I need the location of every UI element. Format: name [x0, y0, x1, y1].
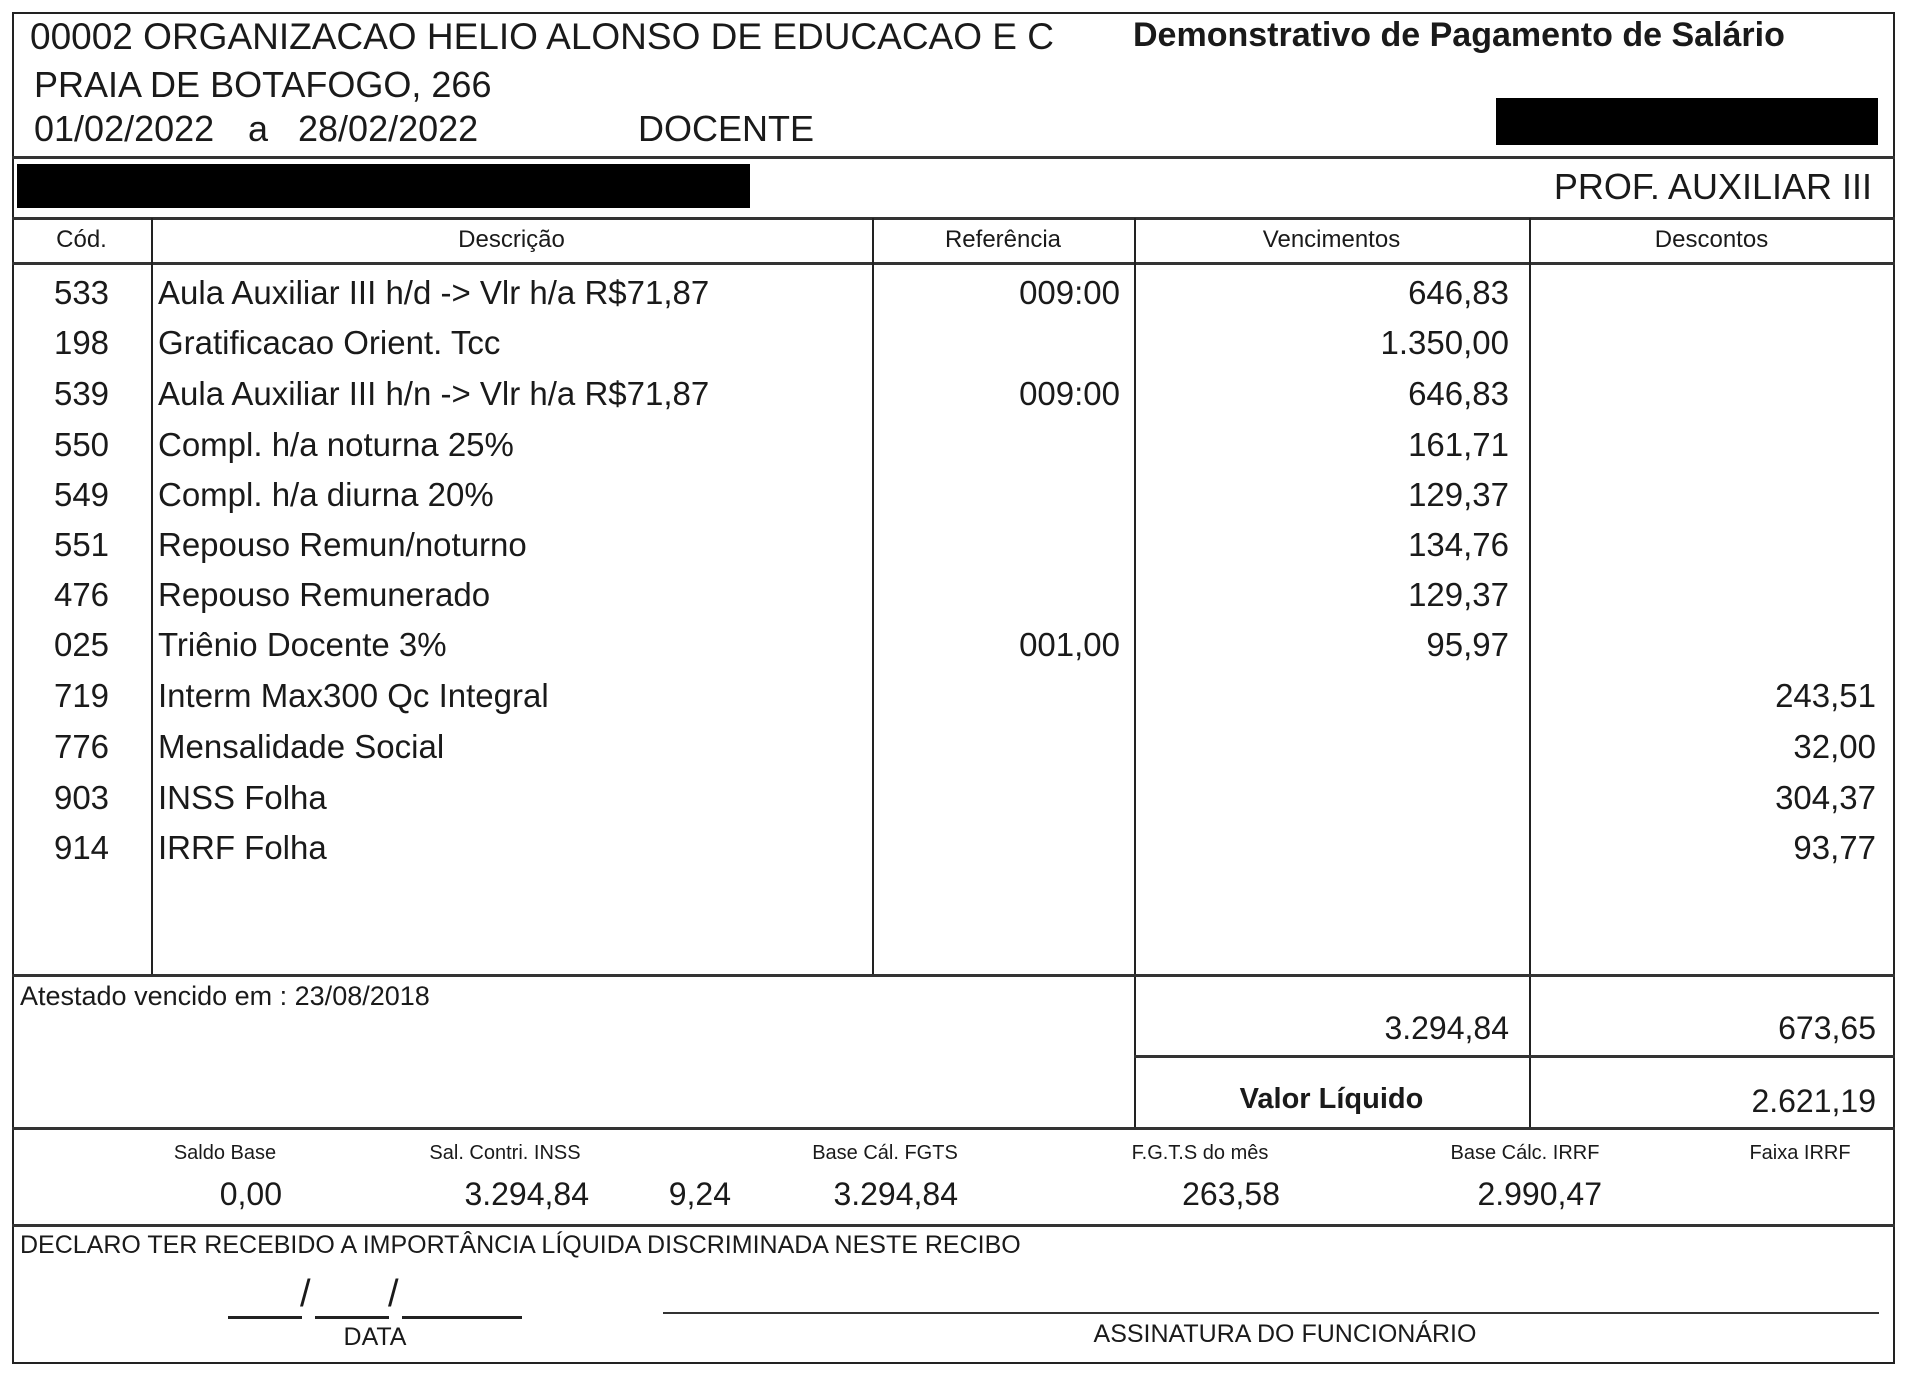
row-code: 549	[53, 476, 110, 513]
row-reference: 009:00	[1019, 375, 1120, 412]
total-earnings: 3.294,84	[1384, 1010, 1509, 1046]
inss-salary-label: Sal. Contri. INSS	[429, 1142, 581, 1164]
totals-divider	[1134, 1055, 1895, 1058]
document-title: Demonstrativo de Pagamento de Salário	[1133, 16, 1785, 54]
row-description: Interm Max300 Qc Integral	[158, 677, 549, 714]
row-code: 025	[53, 626, 110, 663]
row-code: 476	[53, 576, 110, 613]
irrf-band-label: Faixa IRRF	[1749, 1142, 1851, 1164]
inss-rate-value: 9,24	[668, 1176, 731, 1212]
totals-bottom-divider	[12, 1127, 1895, 1130]
declaration-text: DECLARO TER RECEBIDO A IMPORTÂNCIA LÍQUIDA DISCRIMINADA NESTE RECIBO	[20, 1231, 1021, 1259]
row-earnings: 129,37	[1408, 576, 1509, 613]
table-body-divider	[12, 974, 1895, 977]
company-address: PRAIA DE BOTAFOGO, 266	[34, 64, 492, 105]
column-header-earnings: Vencimentos	[1262, 226, 1401, 253]
row-earnings: 134,76	[1408, 526, 1509, 563]
redacted-employee-name	[17, 164, 750, 208]
saldo-base-value: 0,00	[219, 1176, 282, 1212]
fgts-base-label: Base Cál. FGTS	[812, 1142, 958, 1164]
date-year-line	[402, 1316, 522, 1319]
row-earnings: 161,71	[1408, 426, 1509, 463]
irrf-base-value: 2.990,47	[1477, 1176, 1602, 1212]
period-separator: a	[248, 108, 269, 149]
column-header-description: Descrição	[458, 226, 565, 253]
date-month-line	[315, 1316, 389, 1319]
row-code: 776	[53, 728, 110, 765]
table-header-divider	[12, 262, 1895, 265]
employee-role: PROF. AUXILIAR III	[1553, 166, 1872, 207]
column-divider	[872, 218, 874, 975]
row-earnings: 646,83	[1408, 375, 1509, 412]
row-code: 719	[53, 677, 110, 714]
date-slash: /	[300, 1273, 311, 1315]
row-reference: 001,00	[1019, 626, 1120, 663]
row-description: INSS Folha	[158, 779, 327, 816]
row-description: Repouso Remun/noturno	[158, 526, 527, 563]
column-divider	[1529, 218, 1531, 1128]
column-header-deductions: Descontos	[1654, 226, 1769, 253]
irrf-base-label: Base Cálc. IRRF	[1450, 1142, 1600, 1164]
row-code: 914	[53, 829, 110, 866]
net-value: 2.621,19	[1751, 1083, 1876, 1119]
date-slash: /	[388, 1273, 399, 1315]
column-header-code: Cód.	[56, 226, 107, 253]
row-earnings: 646,83	[1408, 274, 1509, 311]
company-name: 00002 ORGANIZACAO HELIO ALONSO DE EDUCACAO E C	[30, 16, 1054, 57]
row-description: Triênio Docente 3%	[158, 626, 447, 663]
row-code: 539	[53, 375, 110, 412]
row-reference: 009:00	[1019, 274, 1120, 311]
row-description: Aula Auxiliar III h/n -> Vlr h/a R$71,87	[158, 375, 710, 412]
employee-category: DOCENTE	[638, 108, 815, 149]
row-code: 533	[53, 274, 110, 311]
row-code: 903	[53, 779, 110, 816]
row-earnings: 95,97	[1426, 626, 1509, 663]
net-value-label: Valor Líquido	[1239, 1083, 1424, 1115]
fgts-base-value: 3.294,84	[833, 1176, 958, 1212]
saldo-base-label: Saldo Base	[173, 1142, 277, 1164]
row-description: Aula Auxiliar III h/d -> Vlr h/a R$71,87	[158, 274, 710, 311]
row-description: Gratificacao Orient. Tcc	[158, 324, 501, 361]
row-deductions: 32,00	[1793, 728, 1876, 765]
signature-line	[663, 1312, 1879, 1314]
column-header-reference: Referência	[944, 226, 1062, 253]
fgts-month-value: 263,58	[1182, 1176, 1280, 1212]
date-label: DATA	[343, 1323, 407, 1351]
date-day-line	[228, 1316, 302, 1319]
certificate-note: Atestado vencido em : 23/08/2018	[20, 981, 430, 1011]
row-description: Compl. h/a noturna 25%	[158, 426, 514, 463]
period-end: 28/02/2022	[298, 108, 479, 149]
bases-bottom-divider	[12, 1224, 1895, 1227]
row-earnings: 1.350,00	[1380, 324, 1509, 361]
row-description: Compl. h/a diurna 20%	[158, 476, 494, 513]
inss-salary-value: 3.294,84	[464, 1176, 589, 1212]
row-code: 551	[53, 526, 110, 563]
total-deductions: 673,65	[1778, 1010, 1876, 1046]
row-description: IRRF Folha	[158, 829, 327, 866]
signature-label: ASSINATURA DO FUNCIONÁRIO	[1093, 1320, 1477, 1348]
period-start: 01/02/2022	[34, 108, 215, 149]
column-divider	[1134, 218, 1136, 1128]
row-code: 550	[53, 426, 110, 463]
role-divider	[12, 217, 1895, 220]
row-deductions: 93,77	[1793, 829, 1876, 866]
row-code: 198	[53, 324, 110, 361]
row-deductions: 243,51	[1775, 677, 1876, 714]
row-deductions: 304,37	[1775, 779, 1876, 816]
header-divider	[12, 156, 1895, 159]
row-description: Repouso Remunerado	[158, 576, 491, 613]
row-earnings: 129,37	[1408, 476, 1509, 513]
redacted-employee-id	[1496, 98, 1878, 145]
column-divider	[151, 218, 153, 975]
fgts-month-label: F.G.T.S do mês	[1131, 1142, 1269, 1164]
row-description: Mensalidade Social	[158, 728, 445, 765]
